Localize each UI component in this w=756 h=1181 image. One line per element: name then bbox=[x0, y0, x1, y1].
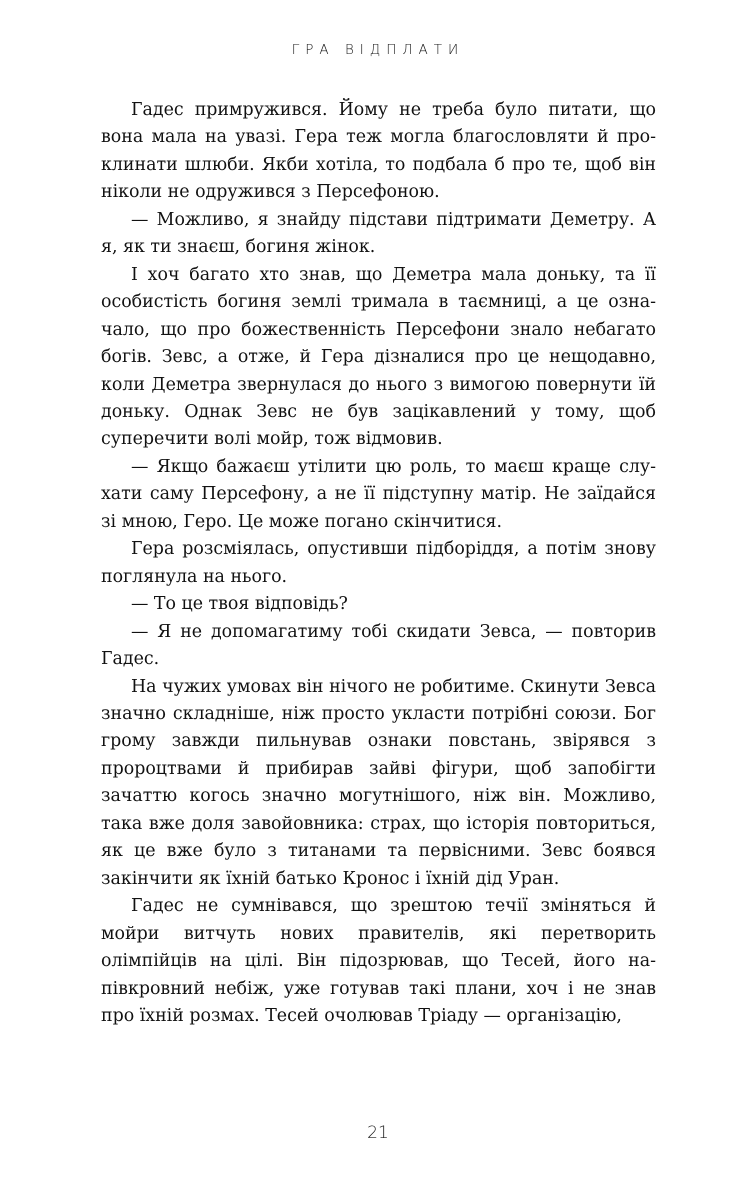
running-head-title: ГРА ВІДПЛАТИ bbox=[291, 42, 465, 58]
paragraph: — Я не допомагатиму тобі скидати Зевса, — повторив Гадес. bbox=[101, 621, 656, 670]
paragraph: Гадес примружився. Йому не треба було питати, що вона мала на увазі. Гера теж могла благословляти й проклинати шлюби. Якби хотіла, то подбала б про те, щоб він ніколи не одружився з Персефоною. bbox=[101, 100, 656, 203]
paragraph: І хоч багато хто знав, що Деметра мала доньку, та її особистість богиня землі тримала в таємниці, а це означало, що про божественність Персефони знало небагато богів. Зевс, а отже, й Гера дізналися про це нещодавно, коли Деметра звернулася до нього з вимогою повернути їй доньку. Однак Зевс не був зацікавлений у тому, щоб суперечити волі мойр, тож відмовив. bbox=[101, 264, 656, 450]
paragraph: Гадес не сумнівався, що зрештою течії зміняться й мойри витчуть нових правителів, які перетворить олімпійців на цілі. Він підозрював, що Тесей, його напівкровний небіж, уже готував такі плани, хоч і не знав про їхній розмах. Тесей очолював Тріаду — організацію, bbox=[101, 896, 656, 1026]
paragraph: — То це твоя відповідь? bbox=[131, 594, 348, 615]
page-number: 21 bbox=[367, 1123, 389, 1143]
paragraph: — Можливо, я знайду підстави підтримати Деметру. А я, як ти знаєш, богиня жінок. bbox=[101, 209, 656, 258]
paragraph: Гера розсміялась, опустивши підборіддя, а потім знову поглянула на нього. bbox=[101, 539, 656, 587]
body-text bbox=[101, 97, 656, 1030]
paragraph: На чужих умовах він нічого не робитиме. Скинути Зевса значно складніше, ніж просто укласти потрібні союзи. Бог грому завжди пильнував ознаки повстань, звірявся з пророцтвами й прибирав зайві фігури, щоб запобігти зачаттю когось значно могутнішого, ніж він. Можливо, така вже доля завойовника: страх, що історія повториться, як це вже було з титанами та первісними. Зевс боявся закінчити як їхній батько Кронос і їхній дід Уран. bbox=[101, 676, 656, 889]
paragraph: — Якщо бажаєш утілити цю роль, то маєш краще слухати саму Персефону, а не її підступну матір. Не заїдайся зі мною, Геро. Це може погано скінчитися. bbox=[101, 456, 656, 532]
